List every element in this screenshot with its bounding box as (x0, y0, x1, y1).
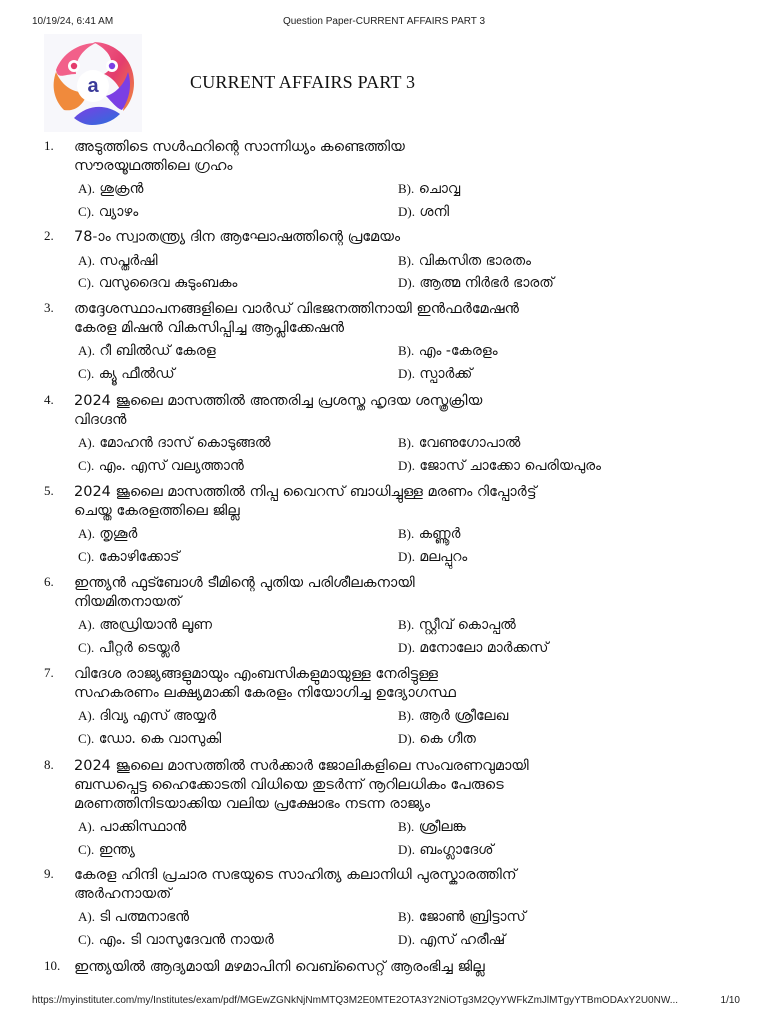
option-letter: C). (78, 640, 95, 655)
question-line: ഇന്ത്യൻ ഫുട്ബോൾ ടീമിന്റെ പുതിയ പരിശീലകനായി (74, 575, 415, 591)
option-letter: A). (78, 819, 95, 834)
option-letter: C). (78, 458, 95, 473)
question-number: 1. (44, 138, 54, 153)
option-text: വേണുഗോപാൽ (414, 435, 521, 451)
option-a (78, 342, 216, 360)
option-text: ശനി (414, 204, 450, 220)
option-letter: C). (78, 842, 95, 857)
option-a (78, 707, 216, 725)
option-letter: B). (398, 343, 415, 358)
option-letter: B). (398, 181, 415, 196)
option-text: എം. എസ് വല്യത്താൻ (94, 458, 244, 474)
option-letter: A). (78, 253, 95, 268)
option-a (78, 252, 158, 270)
option-d (398, 365, 472, 383)
question-text (74, 392, 674, 430)
option-text: മലപ്പുറം (414, 549, 468, 565)
option-letter: C). (78, 275, 95, 290)
option-letter: A). (78, 909, 95, 924)
option-text: തൃശൂർ (94, 526, 138, 542)
option-c (78, 730, 221, 748)
question-line: 2024 ജൂലൈ മാസത്തിൽ അന്തരിച്ച പ്രശസ്ത ഹൃദയ ശസ്ത്രക്രിയ (74, 393, 483, 409)
logo-letter: a (87, 75, 99, 97)
option-a (78, 908, 189, 926)
option-letter: D). (398, 731, 415, 746)
option-text: വികസിത ഭാരതം (414, 253, 531, 269)
option-c (78, 931, 274, 949)
option-text: സ്പാർക്ക് (414, 366, 473, 382)
option-letter: A). (78, 526, 95, 541)
question-line: തദ്ദേശസ്ഥാപനങ്ങളിലെ വാർഡ് വിഭജനത്തിനായി ഇൻഫർമേഷൻ (74, 301, 519, 317)
option-letter: D). (398, 204, 415, 219)
option-text: ആത്മ നിർഭർ ഭാരത് (414, 275, 554, 291)
question-line: ബന്ധപ്പെട്ട ഹൈക്കോടതി വിധിയെ തുടർന്ന് നൂറിലധികം പേരുടെ (74, 777, 504, 793)
option-b (398, 818, 466, 836)
option-letter: B). (398, 253, 415, 268)
option-b (398, 252, 531, 270)
question-line: മരണത്തിനിടയാക്കിയ വലിയ പ്രക്ഷോഭം നടന്ന രാജ്യം (74, 796, 431, 812)
option-text: മനോലോ മാർക്കസ് (414, 640, 549, 656)
option-letter: D). (398, 640, 415, 655)
option-text: ജോസ് ചാക്കോ പെരിയപുരം (414, 458, 601, 474)
option-text: റീ ബിൽഡ് കേരള (94, 343, 216, 359)
option-letter: C). (78, 932, 95, 947)
option-c (78, 639, 180, 657)
question-number: 5. (44, 483, 54, 498)
option-letter: B). (398, 526, 415, 541)
option-text: കെ ഗീത (414, 731, 476, 747)
print-doc-title: Question Paper-CURRENT AFFAIRS PART 3 (282, 16, 486, 27)
question-number: 4. (44, 392, 54, 407)
page-number: 1/10 (720, 995, 740, 1006)
option-letter: C). (78, 366, 95, 381)
question-text (74, 228, 674, 247)
option-letter: B). (398, 435, 415, 450)
option-a (78, 818, 186, 836)
question-number: 7. (44, 665, 54, 680)
option-letter: A). (78, 617, 95, 632)
question-text (74, 958, 674, 977)
option-letter: D). (398, 275, 415, 290)
option-b (398, 180, 460, 198)
option-text: ശുക്രൻ (94, 181, 144, 197)
question-text (74, 665, 674, 703)
question-text (74, 138, 674, 176)
option-text: എസ് ഹരീഷ് (414, 932, 506, 948)
question-line: നിയമിതനായത് (74, 594, 182, 610)
question-line: 2024 ജൂലൈ മാസത്തിൽ നിപ്പ വൈറസ് ബാധിച്ചുള്ള മരണം റിപ്പോർട്ട് (74, 484, 537, 500)
option-letter: B). (398, 617, 415, 632)
question-text (74, 300, 674, 338)
option-c (78, 548, 179, 566)
option-a (78, 434, 270, 452)
option-letter: D). (398, 842, 415, 857)
option-letter: B). (398, 708, 415, 723)
option-c (78, 841, 135, 859)
option-letter: D). (398, 366, 415, 381)
option-d (398, 841, 493, 859)
option-text: എം. ടി വാസുദേവൻ നായർ (94, 932, 274, 948)
question-text (74, 866, 674, 904)
option-text: പീറ്റർ ടെയ്ലർ (94, 640, 180, 656)
print-url: https://myinstituter.com/my/Institutes/exam/pdf/MGEwZGNkNjNmMTQ3M2E0MTE2OTA3Y2NiOTg3M2QyYWFkZmJlMTgyYTBmODAxY2U0NW... (32, 995, 679, 1006)
option-c (78, 365, 175, 383)
option-text: എം -കേരളം (414, 343, 498, 359)
option-text: ദിവ്യ എസ് അയ്യർ (94, 708, 217, 724)
option-text: ഡോ. കെ വാസുകി (94, 731, 222, 747)
question-line: സൗരയൂഥത്തിലെ ഗ്രഹം (74, 158, 233, 174)
question-text (74, 483, 674, 521)
question-line: കേരള ഹിന്ദി പ്രചാര സഭയുടെ സാഹിത്യ കലാനിധി പുരസ്കാരത്തിന് (74, 867, 517, 883)
question-line: വിദേശ രാജ്യങ്ങളുമായും എംബസികളുമായുള്ള നേരിട്ടുള്ള (74, 666, 438, 682)
option-a (78, 180, 143, 198)
question-line: കേരള മിഷൻ വികസിപ്പിച്ച ആപ്ലിക്കേഷൻ (74, 320, 344, 336)
option-b (398, 525, 460, 543)
option-text: ശ്രീലങ്ക (414, 819, 466, 835)
option-c (78, 274, 237, 292)
option-b (398, 707, 508, 725)
option-text: ജോൺ ബ്രിട്ടാസ് (414, 909, 526, 925)
option-d (398, 274, 554, 292)
option-a (78, 616, 212, 634)
option-text: കണ്ണൂർ (414, 526, 461, 542)
option-d (398, 639, 548, 657)
option-letter: B). (398, 819, 415, 834)
option-text: ടി പത്മനാഭൻ (94, 909, 190, 925)
question-number: 3. (44, 300, 54, 315)
question-line: അടുത്തിടെ സൾഫറിന്റെ സാന്നിധ്യം കണ്ടെത്തിയ (74, 139, 405, 155)
option-c (78, 203, 138, 221)
question-text (74, 757, 674, 814)
option-text: മോഹൻ ദാസ് കൊടുങ്ങൽ (94, 435, 271, 451)
option-d (398, 730, 476, 748)
question-line: ചെയ്ത കേരളത്തിലെ ജില്ല (74, 503, 240, 519)
question-line: 78-ാം സ്വാതന്ത്ര്യ ദിന ആഘോഷത്തിന്റെ പ്രമേയം (74, 229, 401, 245)
option-text: സ്റ്റീവ് കൊപ്പൽ (414, 617, 516, 633)
question-number: 2. (44, 228, 54, 243)
paper-title: CURRENT AFFAIRS PART 3 (190, 72, 416, 92)
option-text: ചൊവ്വ (414, 181, 461, 197)
question-line: അർഹനായത് (74, 886, 172, 902)
option-letter: C). (78, 731, 95, 746)
option-text: അഡ്രിയാൻ ലൂണ (94, 617, 212, 633)
question-line: സഹകരണം ലക്ഷ്യമാക്കി കേരളം നിയോഗിച്ച ഉദ്യോഗസ്ഥ (74, 685, 456, 701)
option-text: ക്യൂ ഫീൽഡ് (94, 366, 175, 382)
option-b (398, 908, 526, 926)
option-d (398, 548, 467, 566)
option-text: സപ്തർഷി (94, 253, 158, 269)
option-d (398, 931, 505, 949)
option-text: കോഴിക്കോട് (94, 549, 180, 565)
option-letter: D). (398, 549, 415, 564)
option-letter: C). (78, 549, 95, 564)
question-line: ഇന്ത്യയിൽ ആദ്യമായി മഴമാപിനി വെബ്സൈറ്റ് ആരംഭിച്ച ജില്ല (74, 959, 485, 975)
question-line: 2024 ജൂലൈ മാസത്തിൽ സർക്കാർ ജോലികളിലെ സംവരണവുമായി (74, 758, 529, 774)
option-b (398, 342, 498, 360)
option-text: ഇന്ത്യ (94, 842, 135, 858)
option-d (398, 203, 449, 221)
option-a (78, 525, 137, 543)
question-text (74, 574, 674, 612)
option-letter: A). (78, 181, 95, 196)
option-b (398, 616, 516, 634)
option-c (78, 457, 244, 475)
option-b (398, 434, 520, 452)
option-letter: D). (398, 932, 415, 947)
option-letter: A). (78, 708, 95, 723)
print-footer (32, 995, 740, 1009)
option-text: ആർ ശ്രീലേഖ (414, 708, 509, 724)
question-number: 6. (44, 574, 54, 589)
option-letter: C). (78, 204, 95, 219)
option-letter: A). (78, 343, 95, 358)
option-text: വ്യാഴം (94, 204, 139, 220)
option-letter: D). (398, 458, 415, 473)
option-letter: B). (398, 909, 415, 924)
question-number: 9. (44, 866, 54, 881)
print-timestamp: 10/19/24, 6:41 AM (32, 16, 114, 27)
option-d (398, 457, 601, 475)
option-text: പാക്കിസ്ഥാൻ (94, 819, 187, 835)
question-number: 10. (44, 958, 61, 973)
option-text: വസുദൈവ കുടുംബകം (94, 275, 238, 291)
option-text: ബംഗ്ലാദേശ് (414, 842, 494, 858)
option-letter: A). (78, 435, 95, 450)
question-line: വിദഗ്ദൻ (74, 412, 127, 428)
question-number: 8. (44, 757, 54, 772)
